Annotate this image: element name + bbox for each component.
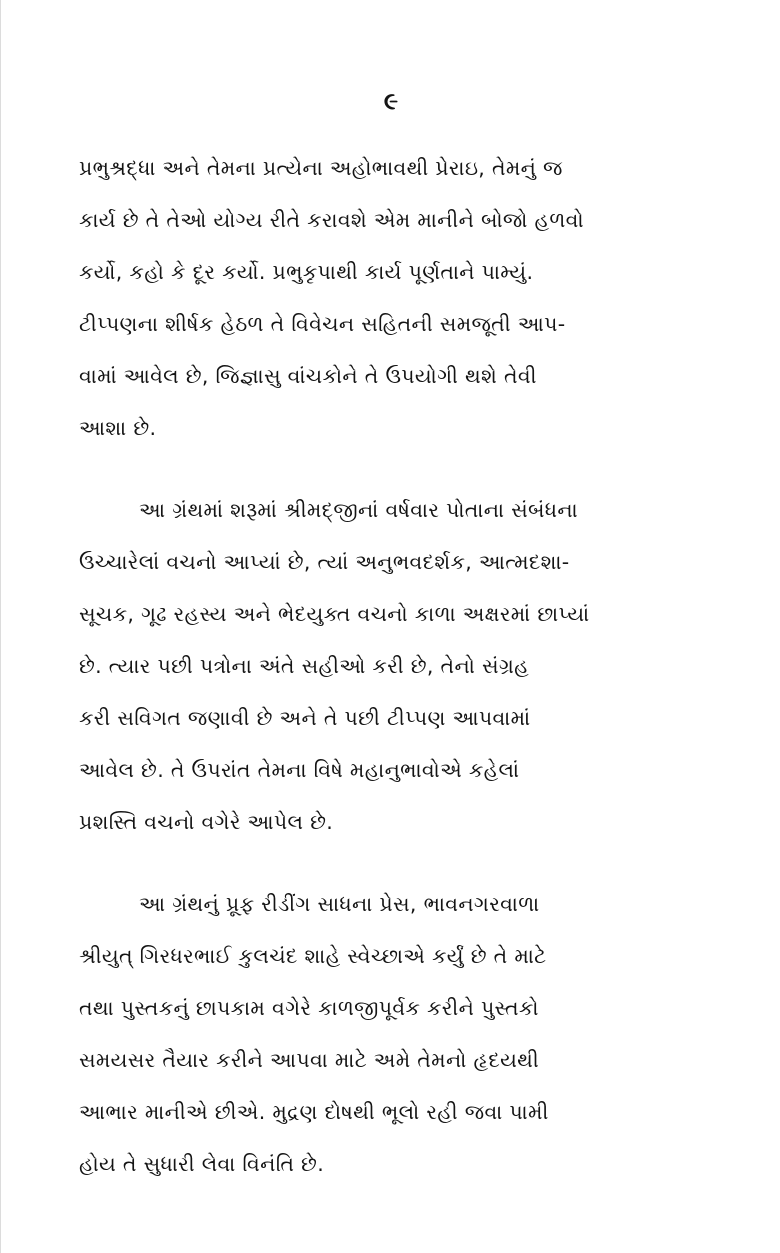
text-line: આવેલ છે. તે ઉપરાંત તેમના વિષે મહાનુભાવોએ કહેલાં	[79, 758, 520, 782]
text-line: સમયસર તૈયાર કરીને આપવા માટે અમે તેમનો હૃદયથી	[79, 1048, 540, 1072]
paragraph-gap	[79, 454, 719, 484]
text-line: પ્રશસ્તિ વચનો વગેરે આપેલ છે.	[79, 810, 334, 834]
text-line: કાર્ય છે તે તેઓ યોગ્ય રીતે કરાવશે એમ માનીને બોજો હળવો	[79, 208, 584, 232]
paragraph-3	[79, 878, 719, 1190]
paragraph-2	[79, 484, 719, 848]
text-line: સૂચક, ગૂઢ રહસ્ય અને ભેદયુક્ત વચનો કાળા અક્ષરમાં છાપ્યાં	[79, 602, 590, 626]
text-line: પ્રભુશ્રદ્ધા અને તેમના પ્રત્યેના અહોભાવથી પ્રેરાઇ, તેમનું જ	[79, 156, 563, 180]
text-line: ટીપ્પણના શીર્ષક હેઠળ તે વિવેચન સહિતની સમજૂતી આપ-	[79, 312, 566, 336]
text-line: શ્રીયુત્ ગિરધરભાઈ કુલચંદ શાહે સ્વેચ્છાએ કર્યું છે તે માટે	[79, 944, 547, 968]
text-line: હોય તે સુધારી લેવા વિનંતિ છે.	[79, 1152, 325, 1176]
text-line: આ ગ્રંથમાં શરૂમાં શ્રીમદ્જીનાં વર્ષવાર પોતાના સંબંધના	[139, 498, 578, 522]
text-line: આશા છે.	[79, 416, 157, 440]
page-number: ૯	[383, 86, 399, 115]
text-line: કર્યો, કહો કે દૂર કર્યો. પ્રભુકૃપાથી કાર્ય પૂર્ણતાને પામ્યું.	[79, 260, 534, 284]
text-line: તથા પુસ્તકનું છાપકામ વગેરે કાળજીપૂર્વક કરીને પુસ્તકો	[79, 996, 539, 1020]
text-line: ઉચ્ચારેલાં વચનો આપ્યાં છે, ત્યાં અનુભવદર્શક, આત્મદશા-	[79, 550, 570, 574]
text-line: છે. ત્યાર પછી પત્રોના અંતે સહીઓ કરી છે, તેનો સંગ્રહ	[79, 654, 530, 678]
paragraph-gap	[79, 848, 719, 878]
document-body	[79, 142, 719, 1190]
text-line: કરી સવિગત જણાવી છે અને તે પછી ટીપ્પણ આપવામાં	[79, 706, 531, 730]
paragraph-1	[79, 142, 719, 454]
text-line: આભાર માનીએ છીએ. મુદ્રણ દોષથી ભૂલો રહી જવા પામી	[79, 1100, 549, 1124]
text-line: વામાં આવેલ છે, જિજ્ઞાસુ વાંચકોને તે ઉપયોગી થશે તેવી	[79, 364, 537, 388]
text-line: આ ગ્રંથનું પ્રૂફ રીડીંગ સાધના પ્રેસ, ભાવનગરવાળા	[139, 892, 540, 916]
